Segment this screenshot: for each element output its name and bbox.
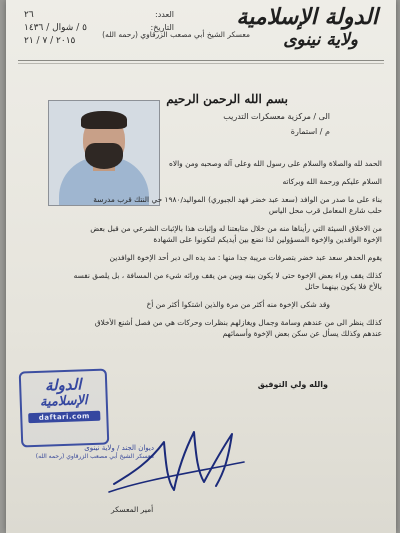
stamp-watermark-band: daftari.com xyxy=(28,411,100,424)
hijri-value: ٥ / شوال / ١٤٣٦ xyxy=(24,22,87,33)
body-line: بناء على ما صدر من الوافد (سعد عبد خضر فهد الجبوري) المواليد/١٩٨٠ حي النتك قرب مدرسة xyxy=(93,195,382,204)
body-line: كذلك ينظر الى من عندهم وسامة وجمال ويغازلهم بنظرات وحركات هي من فصل أشنع الأخلاق xyxy=(94,318,382,327)
body-line: من الاخلاق السيئة التي رأيناها منه من خلال متابعتنا له وإثبات هذا بالإثبات الشرعي من قبل بعض xyxy=(90,224,382,233)
official-stamp xyxy=(19,368,110,447)
islamic-state-logo xyxy=(230,4,378,50)
number-label: العدد: xyxy=(155,10,174,19)
body-line: حلب شارع المعامل قرب محل الياس xyxy=(268,206,382,215)
document-meta xyxy=(24,8,174,47)
stamp-caption-line-1: ديوان الجند / ولاية نينوى xyxy=(84,444,154,452)
subject-line: م / استمارة xyxy=(290,127,330,136)
gregorian-value: ٢٠١٥ / ٧ / ٢١ xyxy=(24,35,76,46)
body-line: الحمد لله والصلاة والسلام على رسول الله وعلى آله وصحبه ومن والاه xyxy=(169,159,382,168)
body-line: وقد شكى الإخوة منه أكثر من مرة والذين اشتكوا أكثر من أخ xyxy=(146,300,330,309)
basmala: بسم الله الرحمن الرحيم xyxy=(166,92,288,106)
meta-number-row xyxy=(24,8,174,21)
header-divider xyxy=(18,60,384,61)
document-sheet xyxy=(6,0,396,533)
body-line: عندهم وكذلك يسأل عن سكن بعض الإخوة وأسمائهم xyxy=(222,329,382,338)
number-value: ٢٦ xyxy=(24,9,34,20)
body-line: يقوم الحدهر سعد عبد خضر بتصرفات مريبة جدا منها : مد يده الى دبر أحد الإخوة الوافدين xyxy=(109,253,382,262)
closing-line: والله ولي التوفيق xyxy=(257,380,328,389)
signature-caption: أمير المعسكر xyxy=(111,505,154,514)
handwritten-signature xyxy=(104,412,254,502)
body-line: الإخوة الوافدين والإخوة المسؤولين لذا نضع بين أيديكم لتكونوا على الشهادة xyxy=(153,235,382,244)
logo-line-1: الدولة الإسلامية xyxy=(236,4,378,30)
letter-body xyxy=(22,158,382,339)
addressee-line: الى / مركزية معسكرات التدريب xyxy=(223,112,330,121)
body-line: كذلك يقف وراء بعض الإخوة حتى لا يكون بينه وبين من يقف ورائه شيء من المسافة ، بل يلصق نفسه xyxy=(73,271,382,280)
stamp-line-1: الدولة xyxy=(44,375,82,395)
body-line: بالأخ فلا يكون بينهما حائل xyxy=(305,282,382,291)
stamp-line-2: الإسلامية xyxy=(39,393,88,410)
stamp-caption-line-2: معسكر الشيخ أبي مصعب الزرقاوي (رحمه الله) xyxy=(35,453,154,460)
header-divider-thin xyxy=(18,63,384,64)
meta-hijri-row xyxy=(24,21,174,34)
hijri-label: التاريخ: xyxy=(150,23,174,32)
logo-line-2: ولاية نينوى xyxy=(283,30,358,50)
header-subtitle: معسكر الشيخ أبي مصعب الزرقاوي (رحمه الله) xyxy=(102,30,250,39)
meta-gregorian-row xyxy=(24,34,174,47)
body-line: السلام عليكم ورحمة الله وبركاته xyxy=(282,177,382,186)
